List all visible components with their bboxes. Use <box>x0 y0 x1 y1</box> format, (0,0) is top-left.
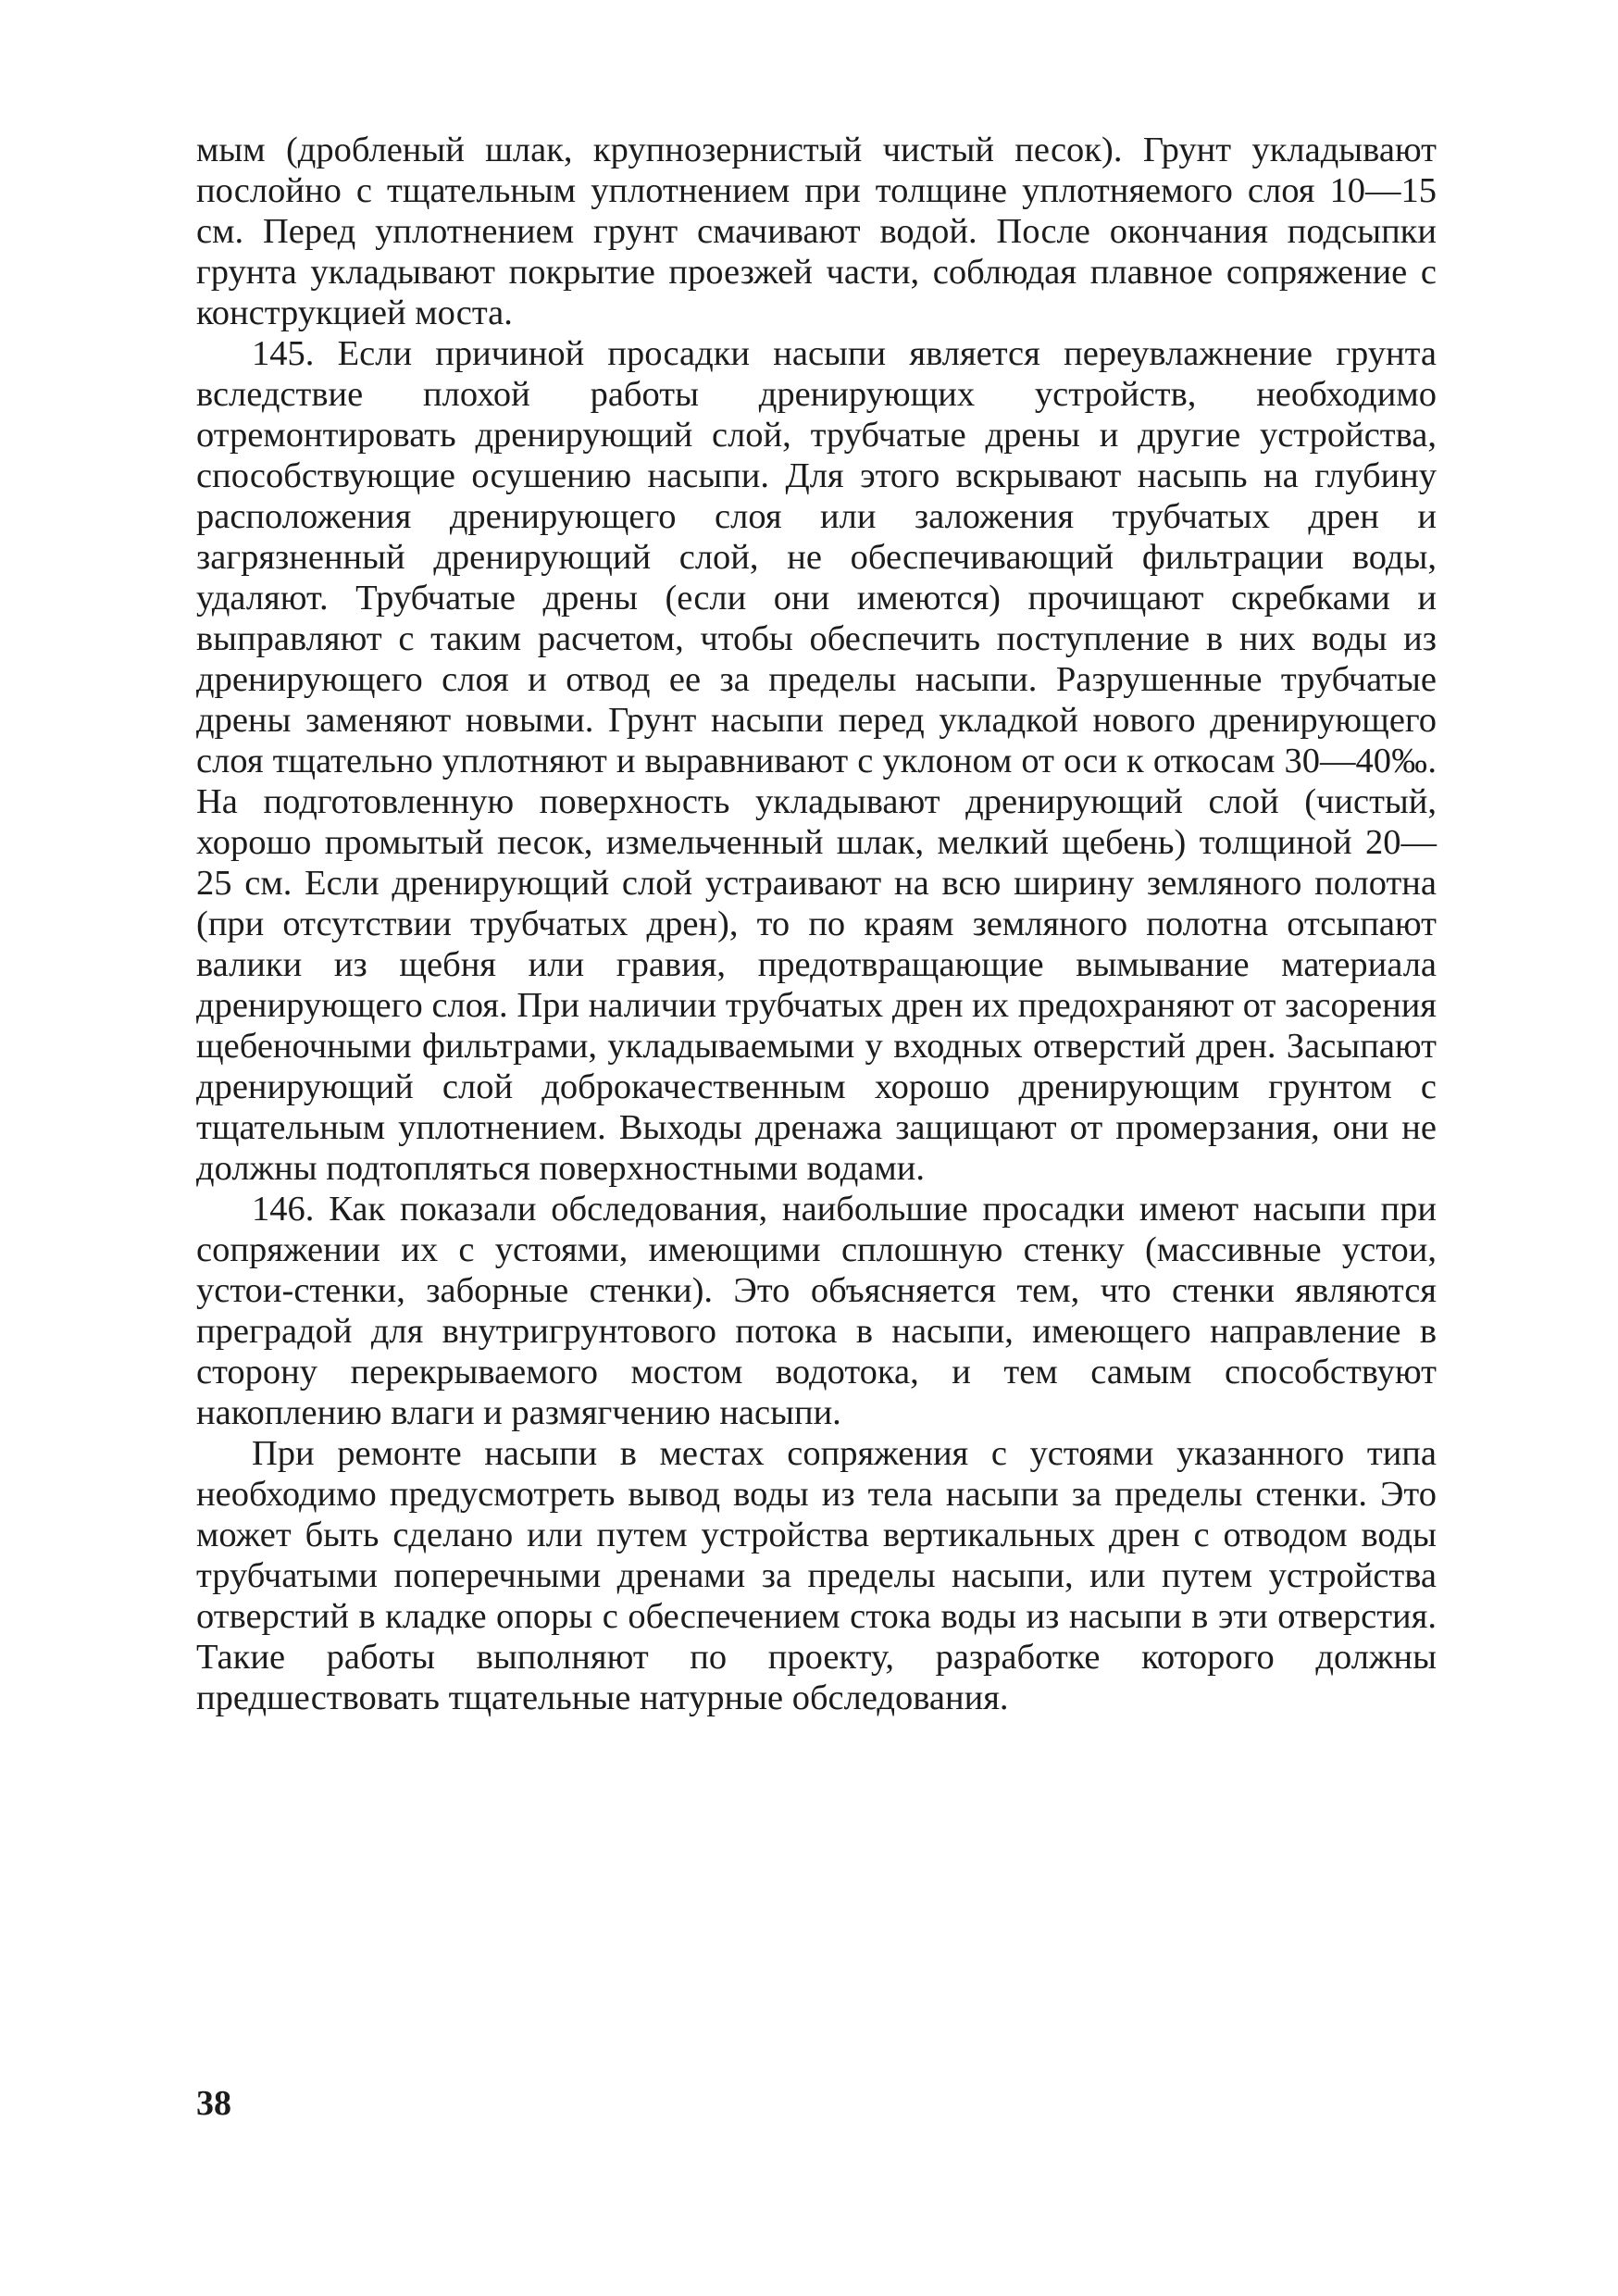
paragraph-146: 146. Как показали обследования, наибольшие просадки имеют насыпи при сопряжении их с устоями, имеющими сплошную стенку (массивные устои, устои-стенки, заборные стенки). Это объясняется тем, что стенки являются преградой для внутригрунтового потока в насыпи, имеющего направление в сторону перекрываемого мостом водотока, и тем самым способствуют накоплению влаги и размягчению насыпи. <box>196 1190 1437 1432</box>
paragraph-continuation: мым (дробленый шлак, крупнозернистый чистый песок). Грунт укладывают послойно с тщательным уплотнением при толщине уплотняемого слоя 10—15 см. Перед уплотнением грунт смачивают водой. После окончания подсыпки грунта укладывают покрытие проезжей части, соблюдая плавное сопряжение с конструкцией моста. <box>196 131 1437 332</box>
page-text-body <box>196 130 1437 1718</box>
page-number: 38 <box>196 2084 231 2123</box>
paragraph-145: 145. Если причиной просадки насыпи является переувлажнение грунта вследствие плохой работы дренирующих устройств, необходимо отремонтировать дренирующий слой, трубчатые дрены и другие устройства, способствующие осушению насыпи. Для этого вскрывают насыпь на глубину расположения дренирующего слоя или заложения трубчатых дрен и загрязненный дренирующий слой, не обеспечивающий фильтрации воды, удаляют. Трубчатые дрены (если они имеются) прочищают скребками и выправляют с таким расчетом, чтобы обеспечить поступление в них воды из дренирующего слоя и отвод ее за пределы насыпи. Разрушенные трубчатые дрены заменяют новыми. Грунт насыпи перед укладкой нового дренирующего слоя тщательно уплотняют и выравнивают с уклоном от оси к откосам 30—40‰. На подготовленную поверхность укладывают дренирующий слой (чистый, хорошо промытый песок, измельченный шлак, мелкий щебень) толщиной 20—25 см. Если дренирующий слой устраивают на всю ширину земляного полотна (при отсутствии трубчатых дрен), то по краям земляного полотна отсыпают валики из щебня или гравия, предотвращающие вымывание материала дренирующего слоя. При наличии трубчатых дрен их предохраняют от засорения щебеночными фильтрами, укладываемыми у входных отверстий дрен. Засыпают дренирующий слой доброкачественным хорошо дренирующим грунтом с тщательным уплотнением. Выходы дренажа защищают от промерзания, они не должны подтопляться поверхностными водами. <box>196 334 1437 1188</box>
paragraph-repair: При ремонте насыпи в местах сопряжения с устоями указанного типа необходимо предусмотреть вывод воды из тела насыпи за пределы стенки. Это может быть сделано или путем устройства вертикальных дрен с отводом воды трубчатыми поперечными дренами за пределы насыпи, или путем устройства отверстий в кладке опоры с обеспечением стока воды из насыпи в эти отверстия. Такие работы выполняют по проекту, разработке которого должны предшествовать тщательные натурные обследования. <box>196 1434 1437 1717</box>
